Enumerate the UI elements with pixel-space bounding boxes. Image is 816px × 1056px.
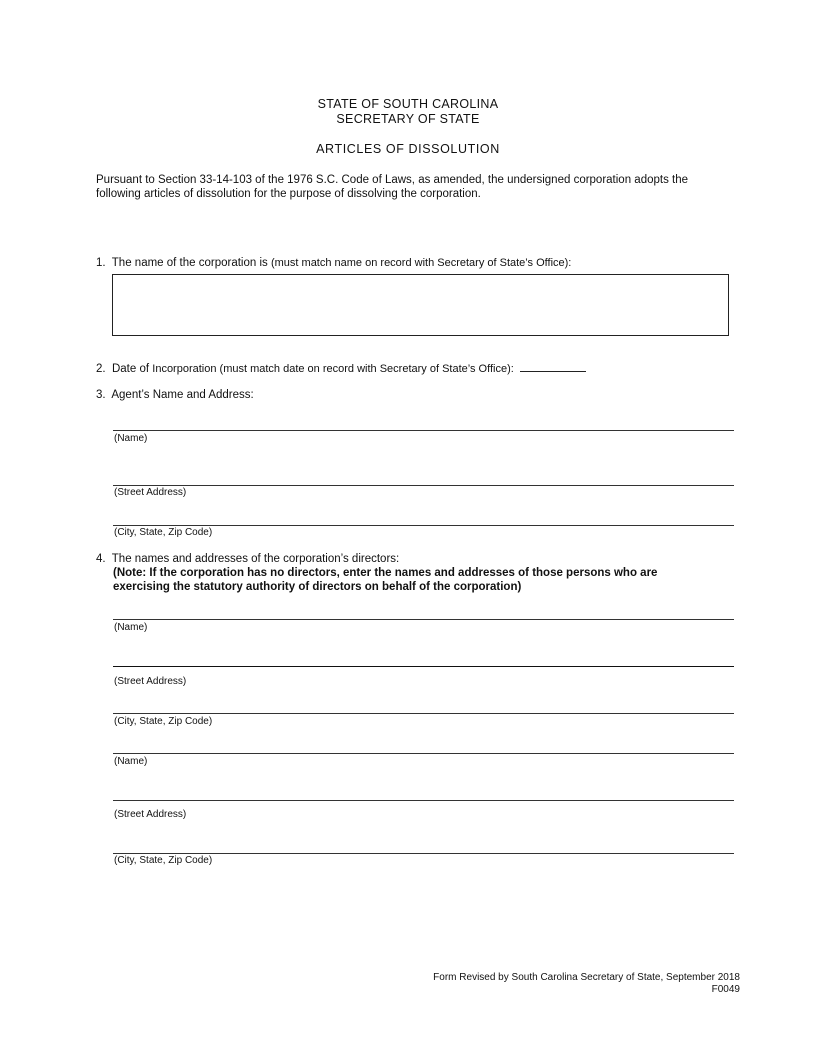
item-3-number: 3. (96, 389, 106, 401)
item-2-number: 2. (96, 363, 106, 375)
item-2-note: Incorporation (must match date on record with Secretary of State’s Office): (152, 363, 514, 375)
item-2 (96, 360, 586, 376)
corporation-name-box[interactable] (112, 274, 729, 336)
incorporation-date-blank[interactable] (520, 360, 586, 372)
item-4 (96, 552, 399, 566)
item-3-text: Agent’s Name and Address: (111, 389, 254, 401)
director-1-name-label: (Name) (114, 622, 148, 633)
item-3 (96, 388, 254, 402)
item-1-text: The name of the corporation is (111, 257, 268, 269)
director-1-street-line[interactable] (113, 666, 734, 667)
item-2-text: Date of (111, 363, 150, 375)
item-1 (96, 256, 571, 270)
item-4-text: The names and addresses of the corporation’s directors: (111, 553, 400, 565)
footer-form-number: F0049 (711, 984, 740, 995)
footer-revised: Form Revised by South Carolina Secretary of State, September 2018 (433, 972, 740, 983)
director-2-city-label: (City, State, Zip Code) (114, 855, 213, 866)
director-1-street-label: (Street Address) (114, 676, 187, 687)
item-1-number: 1. (96, 257, 106, 269)
intro-paragraph: Pursuant to Section 33-14-103 of the 1976 S.C. Code of Laws, as amended, the undersigned corporation adopts the following articles of dissolution for the purpose of dissolving the corporation. (96, 174, 689, 200)
director-2-city-line[interactable] (113, 853, 734, 854)
director-2-street-line[interactable] (113, 800, 734, 801)
director-2-name-line[interactable] (113, 753, 734, 754)
office-heading: SECRETARY OF STATE (336, 112, 480, 126)
agent-name-label: (Name) (114, 433, 148, 444)
director-1-city-line[interactable] (113, 713, 734, 714)
item-4-note-line-1: (Note: If the corporation has no directors, enter the names and addresses of those persons who are (113, 567, 658, 579)
item-1-note: (must match name on record with Secretary of State’s Office): (270, 257, 572, 269)
item-4-note-line-2: exercising the statutory authority of directors on behalf of the corporation) (113, 581, 522, 593)
director-1-name-line[interactable] (113, 619, 734, 620)
agent-street-line[interactable] (113, 485, 734, 486)
agent-street-label: (Street Address) (114, 487, 187, 498)
agent-city-line[interactable] (113, 525, 734, 526)
director-2-name-label: (Name) (114, 756, 148, 767)
agent-name-line[interactable] (113, 430, 734, 431)
agent-city-label: (City, State, Zip Code) (114, 527, 213, 538)
state-heading: STATE OF SOUTH CAROLINA (317, 97, 499, 111)
form-title: ARTICLES OF DISSOLUTION (316, 142, 500, 156)
item-4-number: 4. (96, 553, 106, 565)
director-2-street-label: (Street Address) (114, 809, 187, 820)
director-1-city-label: (City, State, Zip Code) (114, 716, 213, 727)
